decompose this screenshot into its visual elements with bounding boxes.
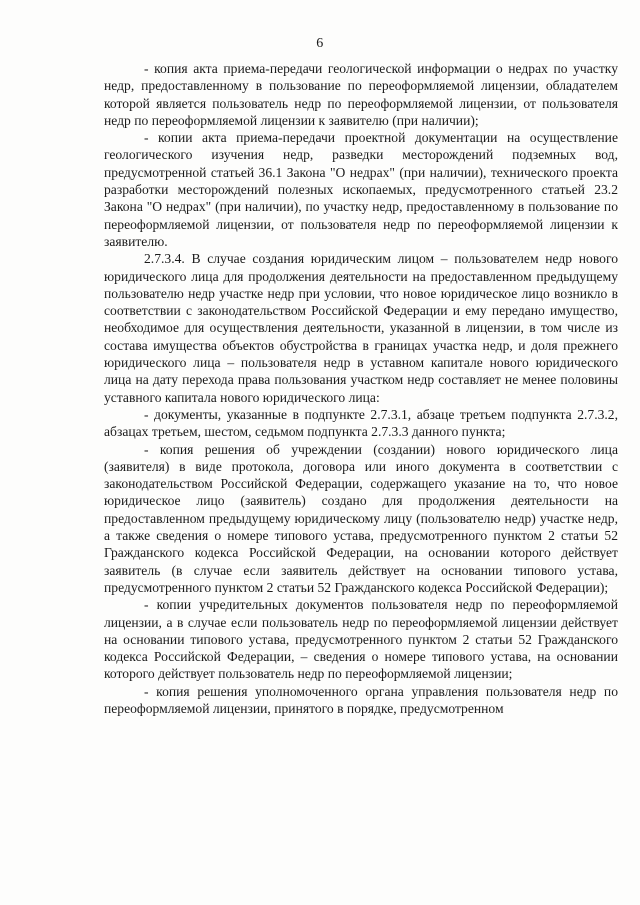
paragraph-project-documentation-act: - копии акта приема-передачи проектной документации на осуществление геологического изучения недр, разведки месторождений подземных вод, предусмотренной статьей 36.1 Закона "О недрах" (при наличии), технического проекта разработки месторождений полезных ископаемых, предусмотренного статьей 23.2 Закона "О недрах" (при наличии), по участку недр, предоставленному в пользование по переоформляемой лицензии, от пользователя недр по переоформляемой лицензии к заявителю. [104, 130, 618, 249]
paragraph-geological-info-act: - копия акта приема-передачи геологической информации о недрах по участку недр, предоставленному в пользование по переоформляемой лицензии, обладателем которой является пользователь недр по переоформляемой лицензии, от пользователя недр по переоформляемой лицензии к заявителю (при наличии); [104, 61, 618, 128]
page-number: 6 [316, 36, 324, 51]
paragraph-founding-decision: - копия решения об учреждении (создании) нового юридического лица (заявителя) в виде протокола, договора или иного документа в соответствии с законодательством Российской Федерации, содержащего указание на то, что новое юридическое лицо (заявитель) создано для продолжения деятельности на предоставленном предыдущему юридическому лицу (пользователю недр) участке недр, а также сведения о номере типового устава, предусмотренного пунктом 2 статьи 52 Гражданского кодекса Российской Федерации, на основании которого действует заявитель (в случае если заявитель действует на основании типового устава, предусмотренного пунктом 2 статьи 52 Гражданского кодекса Российской Федерации); [104, 441, 618, 595]
paragraph-documents-listed: - документы, указанные в подпункте 2.7.3.1, абзаце третьем подпункта 2.7.3.2, абзацах третьем, шестом, седьмом подпункта 2.7.3.3 данного пункта; [104, 406, 618, 440]
document-body [104, 60, 618, 717]
paragraph-2-7-3-4: 2.7.3.4. В случае создания юридическим лицом – пользователем недр нового юридического лица для продолжения деятельности на предоставленном предыдущему пользователю недр участке недр при условии, что новое юридическое лицо возникло в соответствии с законодательством Российской Федерации и ему передано имущество, необходимое для осуществления деятельности, указанной в лицензии, в том числе из состава имущества объектов обустройства в границах участка недр, и доля прежнего юридического лица – пользователя недр в уставном капитале нового юридического лица на дату перехода права пользования участком недр составляет не менее половины уставного капитала нового юридического лица: [104, 251, 618, 405]
paragraph-constituent-documents: - копии учредительных документов пользователя недр по переоформляемой лицензии, а в случае если пользователь недр по переоформляемой лицензии действует на основании типового устава, предусмотренного пунктом 2 статьи 52 Гражданского кодекса Российской Федерации, – сведения о номере типового устава, на основании которого действует пользователь недр по переоформляемой лицензии; [104, 597, 618, 682]
paragraph-authorized-body-decision: - копия решения уполномоченного органа управления пользователя недр по переоформляемой лицензии, принятого в порядке, предусмотренном [104, 683, 618, 716]
